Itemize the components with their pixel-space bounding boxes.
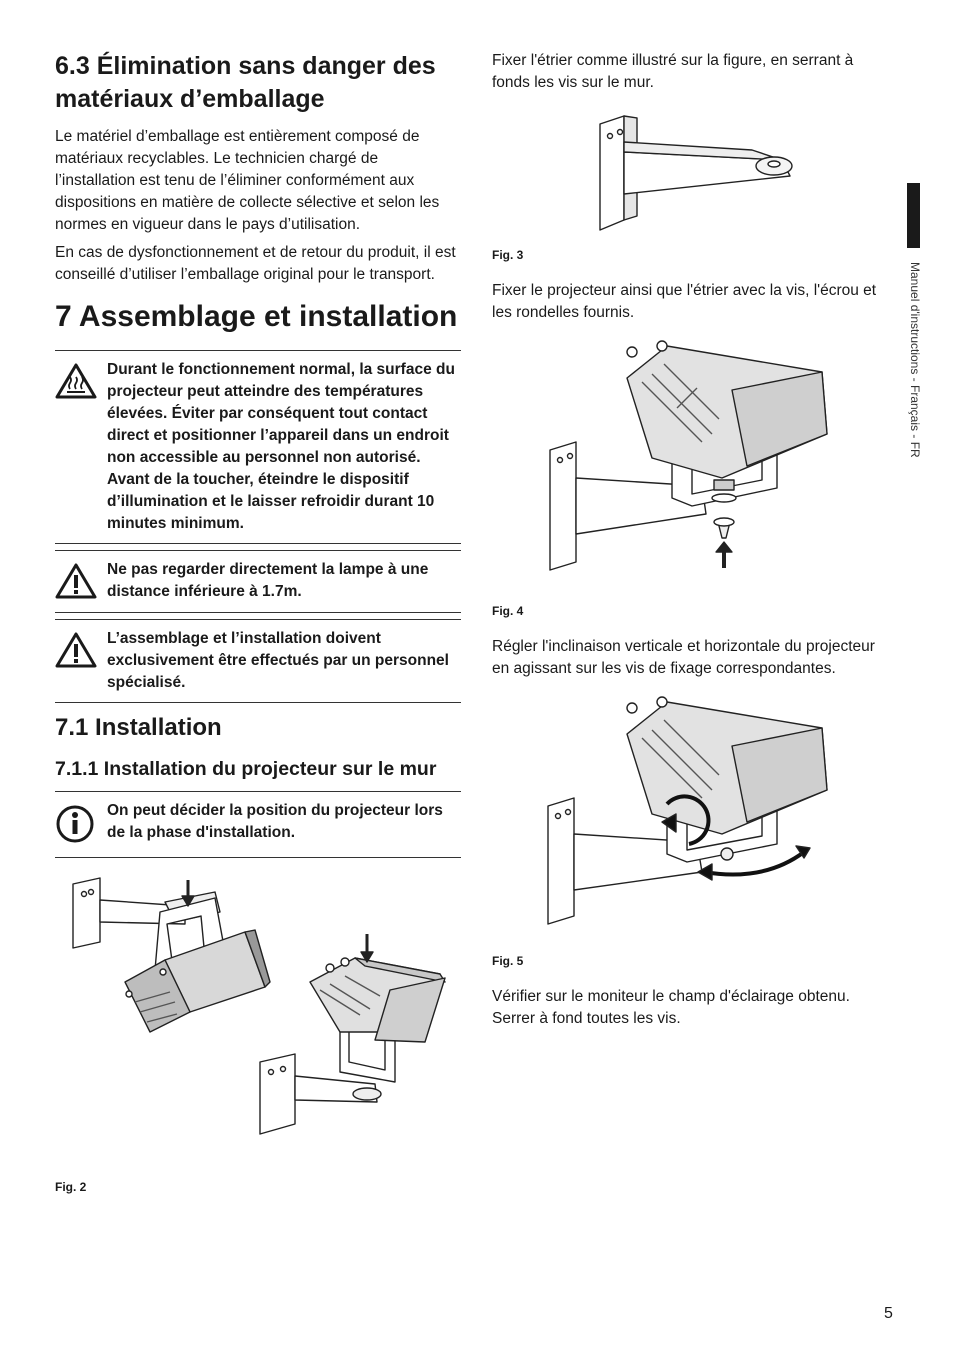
right-paragraph-2: Fixer le projecteur ainsi que l'étrier avec la vis, l'écrou et les rondelles fournis. [492,282,877,321]
specialist-warning [55,619,461,703]
hot-surface-warning [55,350,461,544]
specialist-warning-text: L’assemblage et l’installation doivent exclusivement être effectués par un personnel spécialisé. [107,630,449,691]
section-tab-marker [907,183,920,248]
hot-surface-warning-icon [55,359,99,404]
section-6-3-paragraph-2: En cas de dysfonctionnement et de retour du produit, il est conseillé d’utiliser l’emballage original pour le transport. [55,244,456,283]
figure-4-illustration [492,338,892,578]
info-icon [55,800,99,849]
right-paragraph-4: Vérifier sur le moniteur le champ d'éclairage obtenu. Serrer à fond toutes les vis. [492,988,850,1027]
info-note-text: On peut décider la position du projecteur lors de la phase d'installation. [107,802,443,841]
figure-3-illustration [492,102,892,232]
figure-2-caption: Fig. 2 [55,1180,87,1194]
chapter-7-title: 7 Assemblage et installation [55,300,458,333]
sidebar-label: Manuel d'instructions - Français - FR [908,262,922,458]
right-paragraph-1: Fixer l'étrier comme illustré sur la figure, en serrant à fonds les vis sur le mur. [492,52,854,91]
left-column [55,50,461,1198]
right-paragraph-3: Régler l'inclinaison verticale et horizontale du projecteur en agissant sur les vis de fixage correspondantes. [492,638,875,677]
section-7-1-title: 7.1 Installation [55,714,222,741]
figure-3-caption: Fig. 3 [492,248,524,262]
figure-4-caption: Fig. 4 [492,604,524,618]
figure-5-illustration [492,694,892,934]
hot-surface-warning-text: Durant le fonctionnement normal, la surface du projecteur peut atteindre des températures élevées. Éviter par conséquent tout contact direct et positionner l’appareil dans un endroit non accessible au personnel non autorisé. Avant de la toucher, éteindre le dispositif d’illumination et le laisser refroidir durant 10 minutes minimum. [107,361,455,532]
figure-5-caption: Fig. 5 [492,954,524,968]
section-7-1-1-title: 7.1.1 Installation du projecteur sur le mur [55,758,437,780]
section-6-3-paragraph-1: Le matériel d’emballage est entièrement composé de matériaux recyclables. Le technicien chargé de l’installation est tenu de l’éliminer conformément aux dispositions en matière de collecte sélective et selon les normes en vigueur dans le pays d’utilisation. [55,128,440,233]
lamp-distance-warning-text: Ne pas regarder directement la lampe à une distance inférieure à 1.7m. [107,561,429,600]
right-column [492,50,892,1036]
lamp-distance-warning [55,550,461,613]
section-6-3-title: 6.3 Élimination sans danger des matériaux d’emballage [55,52,436,113]
info-note [55,791,461,858]
warning-icon [55,628,99,673]
page-number: 5 [884,1305,893,1322]
warning-icon [55,559,99,604]
figure-2-illustration [55,872,461,1162]
